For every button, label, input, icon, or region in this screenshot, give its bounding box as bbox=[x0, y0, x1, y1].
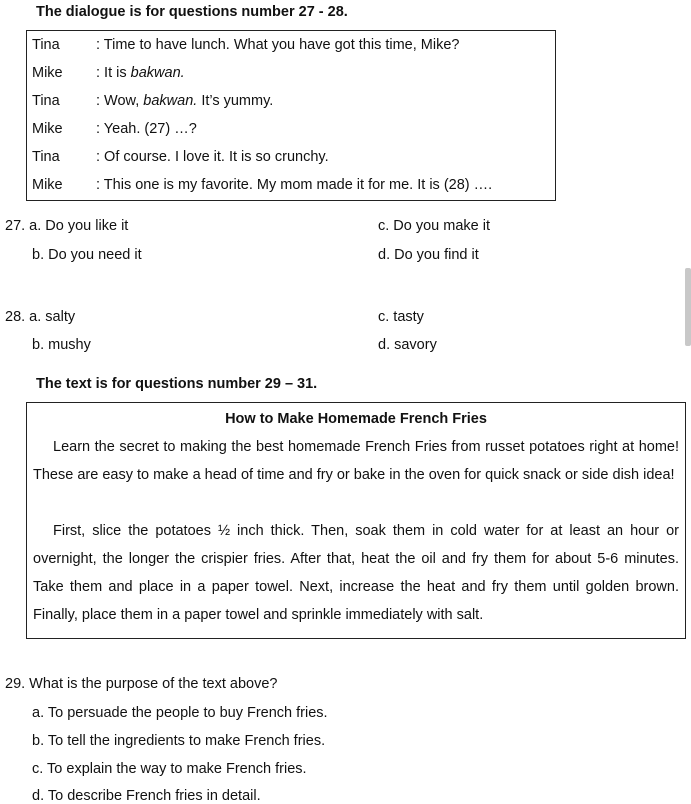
text-paragraph-2: First, slice the potatoes ½ inch thick. Then, soak them in cold water for at least an hour or overnight, the longer the crispier fries. After that, heat the oil and fry them for about 5-6 minutes. Take them and place in a paper towel. Next, increase the heat and fry them until golden brown. Finally, place them in a paper towel and sprinkle immediately with salt. bbox=[33, 523, 679, 623]
speaker-name: Tina bbox=[32, 37, 60, 53]
q27-option-c: c. Do you make it bbox=[378, 218, 491, 234]
dialogue-box bbox=[26, 30, 556, 201]
q29-option-b: b. To tell the ingredients to make French fries. bbox=[32, 733, 326, 749]
dialogue-text: : Yeah. (27) …? bbox=[96, 121, 197, 137]
q27-option-b: b. Do you need it bbox=[32, 247, 142, 263]
text-section-heading: The text is for questions number 29 – 31. bbox=[36, 376, 318, 392]
speaker-name: Tina bbox=[32, 93, 60, 109]
speaker-name: Tina bbox=[32, 149, 60, 165]
dialogue-text: : This one is my favorite. My mom made it for me. It is (28) …. bbox=[96, 177, 493, 193]
vertical-scrollbar[interactable] bbox=[685, 268, 691, 346]
text-title: How to Make Homemade French Fries bbox=[225, 411, 487, 427]
q27-option-d: d. Do you find it bbox=[378, 247, 479, 263]
dialogue-section-heading: The dialogue is for questions number 27 - 28. bbox=[36, 4, 348, 20]
dialogue-text: : Wow, bakwan. It’s yummy. bbox=[96, 93, 274, 109]
text-box bbox=[26, 402, 686, 639]
q29-option-d: d. To describe French fries in detail. bbox=[32, 788, 261, 804]
q28-option-a: 28. a. salty bbox=[5, 309, 76, 325]
speaker-name: Mike bbox=[32, 65, 63, 81]
speaker-name: Mike bbox=[32, 177, 63, 193]
dialogue-text: : It is bakwan. bbox=[96, 65, 185, 81]
q28-option-d: d. savory bbox=[378, 337, 437, 353]
q28-option-c: c. tasty bbox=[378, 309, 424, 325]
dialogue-text: : Time to have lunch. What you have got this time, Mike? bbox=[96, 37, 460, 53]
dialogue-text: : Of course. I love it. It is so crunchy. bbox=[96, 149, 329, 165]
text-paragraph-1: Learn the secret to making the best homemade French Fries from russet potatoes right at home! These are easy to make a head of time and fry or bake in the oven for quick snack or side dish idea! bbox=[33, 439, 679, 483]
q28-option-b: b. mushy bbox=[32, 337, 91, 353]
q27-option-a: 27. a. Do you like it bbox=[5, 218, 129, 234]
speaker-name: Mike bbox=[32, 121, 63, 137]
q29-question: 29. What is the purpose of the text above? bbox=[5, 676, 278, 692]
q29-option-a: a. To persuade the people to buy French fries. bbox=[32, 705, 328, 721]
q29-option-c: c. To explain the way to make French fries. bbox=[32, 761, 307, 777]
